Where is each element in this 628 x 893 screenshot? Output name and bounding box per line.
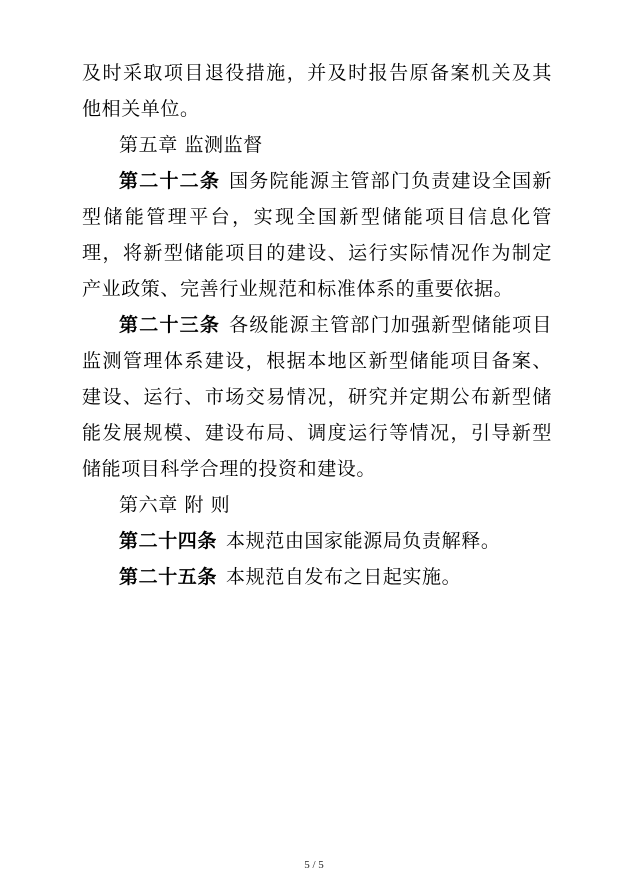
page-number: 5 / 5 [304, 859, 324, 871]
article-text: 国务院能源主管部门负责建设全国新型储能管理平台，实现全国新型储能项目信息化管理，将新型储能项目的建设、运行实际情况作为制定产业政策、完善行业规范和标准体系的重要依据。 [82, 170, 552, 300]
chapter-title: 第五章 监测监督 [119, 134, 263, 156]
article-23 [82, 307, 552, 487]
article-text: 各级能源主管部门加强新型储能项目监测管理体系建设，根据本地区新型储能项目备案、建设、运行、市场交易情况，研究并定期公布新型储能发展规模、建设布局、调度运行等情况，引导新型储能项目科学合理的投资和建设。 [82, 314, 552, 480]
article-text: 本规范自发布之日起实施。 [226, 566, 462, 588]
article-label: 第二十二条 [119, 170, 221, 192]
chapter-heading-5 [82, 127, 552, 163]
article-24 [82, 523, 552, 559]
paragraph-continuation [82, 55, 552, 127]
document-body [82, 55, 552, 595]
article-label: 第二十三条 [119, 314, 221, 336]
article-label: 第二十五条 [119, 566, 218, 588]
article-25 [82, 559, 552, 595]
article-label: 第二十四条 [119, 530, 218, 552]
chapter-title: 第六章 附 则 [119, 494, 231, 516]
article-22 [82, 163, 552, 307]
article-text: 本规范由国家能源局负责解释。 [226, 530, 501, 552]
paragraph-text: 及时采取项目退役措施，并及时报告原备案机关及其他相关单位。 [82, 62, 552, 120]
chapter-heading-6 [82, 487, 552, 523]
